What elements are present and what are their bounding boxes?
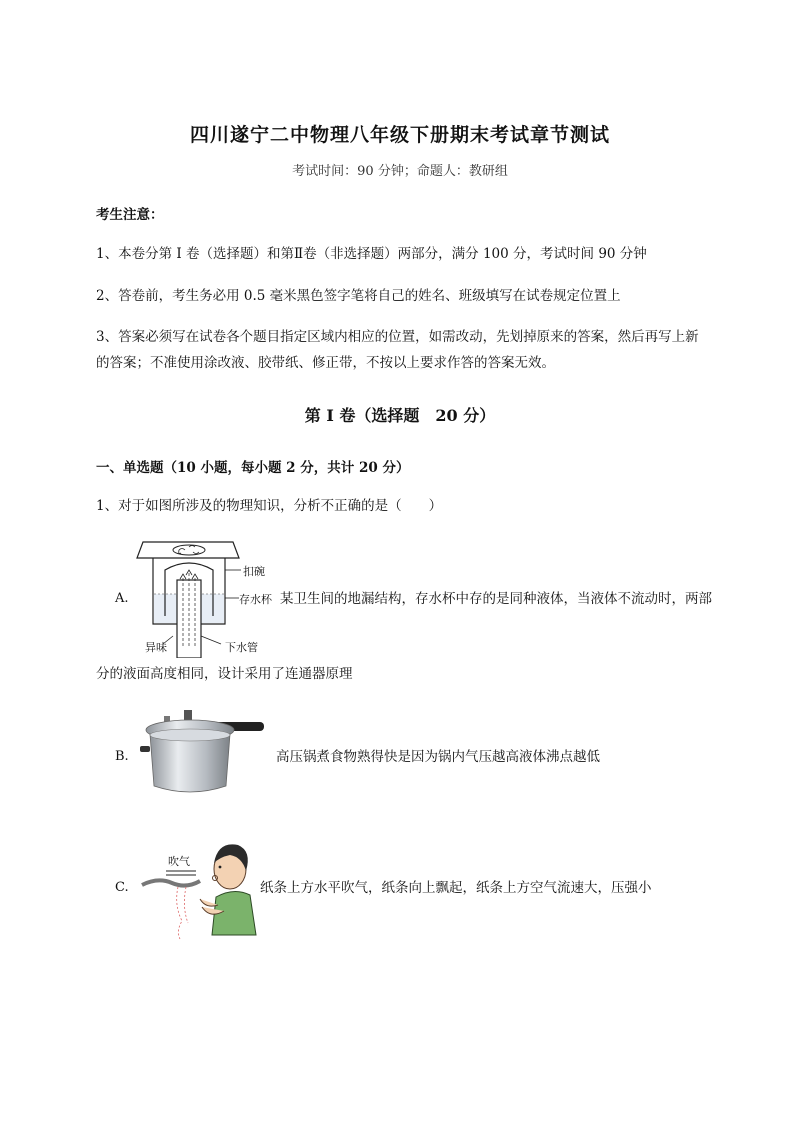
label-bowl: 扣碗 <box>243 565 265 578</box>
option-b-text: 高压锅煮食物熟得快是因为锅内气压越高液体沸点越低 <box>276 749 600 765</box>
notice-item-2: 2、答卷前，考生务必用 0.5 毫米黑色签字笔将自己的姓名、班级填写在试卷规定位置上 <box>96 288 621 304</box>
label-pipe: 下水管 <box>225 641 258 654</box>
notice-heading: 考生注意： <box>96 207 164 223</box>
part-heading: 一、单选题（10 小题，每小题 2 分，共计 20 分） <box>96 460 410 476</box>
exam-info: 考试时间：90 分钟；命题人：教研组 <box>292 164 508 179</box>
option-a-label: A. <box>115 591 129 606</box>
section-title: 第 I 卷（选择题 20 分） <box>304 406 496 425</box>
page-title: 四川遂宁二中物理八年级下册期末考试章节测试 <box>189 124 610 146</box>
notice-item-3-cont: 的答案；不准使用涂改液、胶带纸、修正带，不按以上要求作答的答案无效。 <box>96 355 555 371</box>
option-a-text: 某卫生间的地漏结构，存水杯中存的是同种液体，当液体不流动时，两部 <box>280 591 712 607</box>
pressure-cooker-icon <box>140 708 266 798</box>
label-cup: 存水杯 <box>239 593 272 606</box>
boy-blowing-figure <box>138 835 260 945</box>
notice-item-1: 1、本卷分第 I 卷（选择题）和第Ⅱ卷（非选择题）两部分，满分 100 分，考试时间 90 分钟 <box>96 246 647 262</box>
label-odor: 异味 <box>145 641 167 654</box>
option-c-text: 纸条上方水平吹气，纸条向上飘起，纸条上方空气流速大，压强小 <box>260 880 652 896</box>
label-blow: 吹气 <box>168 855 190 868</box>
option-a-text-cont: 分的液面高度相同，设计采用了连通器原理 <box>96 666 353 682</box>
question-stem: 1、对于如图所涉及的物理知识，分析不正确的是（ ） <box>96 498 443 514</box>
option-b-label: B. <box>115 749 129 764</box>
option-c-label: C. <box>115 880 129 895</box>
notice-item-3: 3、答案必须写在试卷各个题目指定区域内相应的位置，如需改动，先划掉原来的答案，然后再写上新 <box>96 329 699 345</box>
